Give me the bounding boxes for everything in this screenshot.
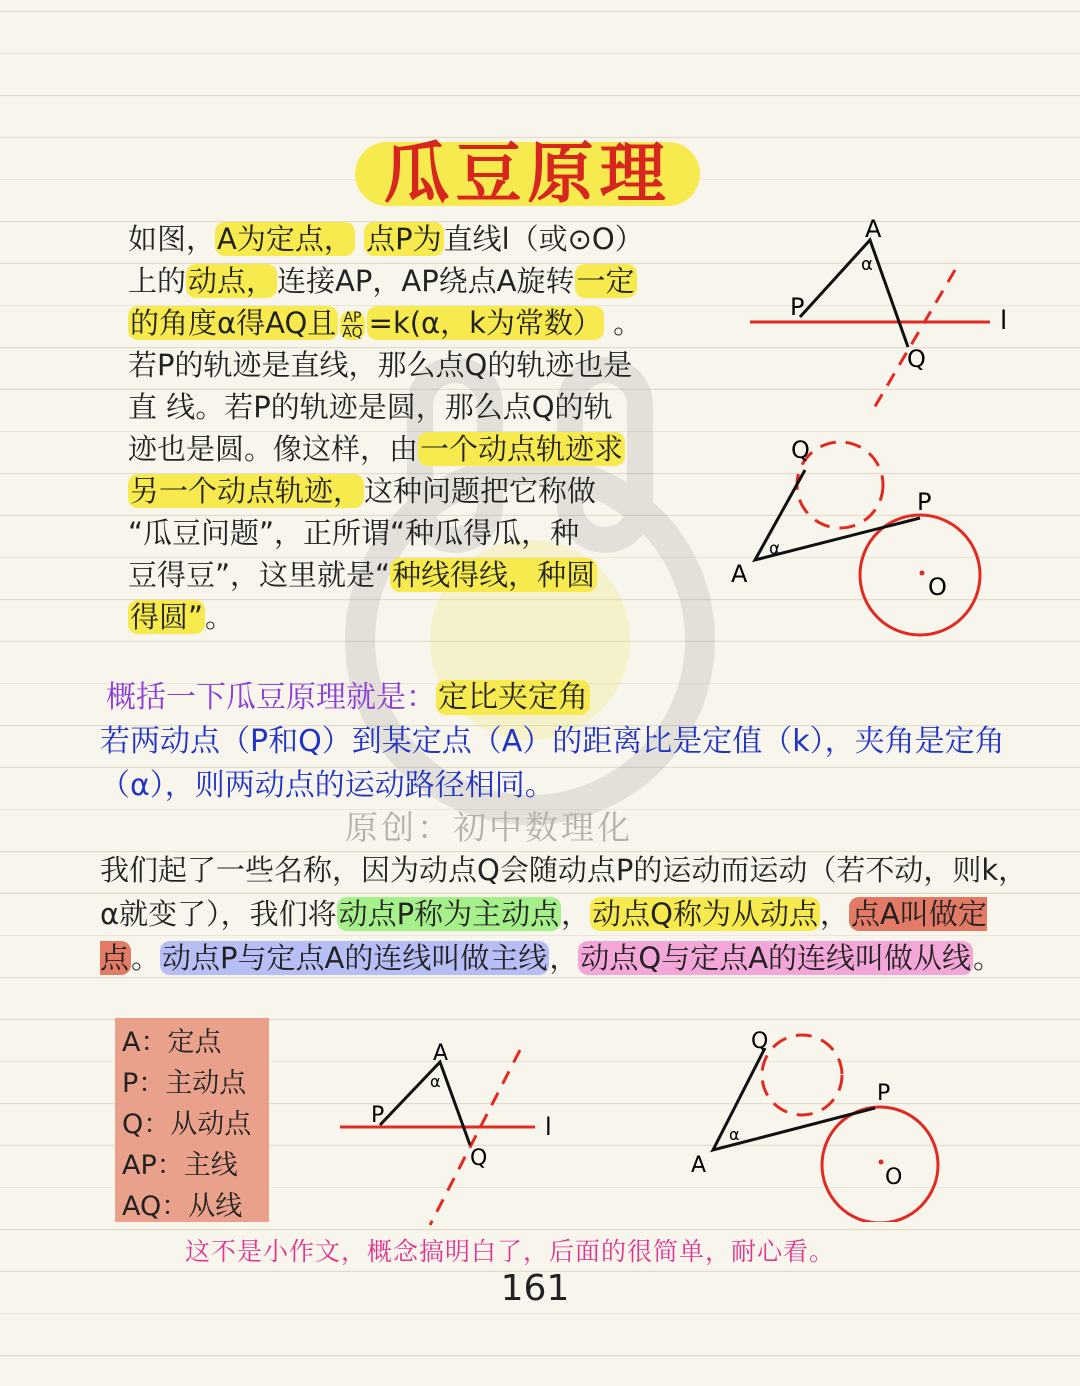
text-segment: 。 xyxy=(973,941,1003,975)
intro-line-5: 直 线。若P的轨迹是圆，那么点Q的轨 xyxy=(128,390,613,424)
fraction-numerator: AP xyxy=(343,309,362,326)
label-l: l xyxy=(545,1113,552,1141)
text-segment: ， xyxy=(561,897,591,931)
figure-line-trajectory-small xyxy=(335,1040,570,1230)
text-segment: 点A叫做定点 xyxy=(100,897,987,975)
q-circle-dashed xyxy=(797,442,883,528)
label-A: A xyxy=(731,560,748,588)
legend-item-aq: AQ：从线 xyxy=(122,1191,243,1222)
text-segment: 动点P与定点A的连线叫做主线 xyxy=(162,941,548,975)
ratio-fraction xyxy=(340,311,364,340)
summary-body: 若两动点（P和Q）到某定点（A）的距离比是定值（k），夹角是定角（α），则两动点的运动路径相同。 xyxy=(100,724,1005,803)
legend-item-q: Q：从动点 xyxy=(122,1109,252,1140)
text-segment: ， xyxy=(819,897,849,931)
text-segment: 一个动点轨迹求 xyxy=(420,432,624,466)
label-alpha: α xyxy=(430,1072,441,1091)
summary-lead-line xyxy=(106,676,1070,720)
page-title xyxy=(355,128,700,212)
text-segment: 动点， xyxy=(188,264,276,298)
text-segment: 。 xyxy=(131,941,161,975)
text-segment: 如图， xyxy=(128,222,216,256)
fraction-denominator: AQ xyxy=(342,324,363,341)
legend-list xyxy=(122,1022,272,1227)
legend-item-a: A：定点 xyxy=(122,1027,222,1058)
label-P: P xyxy=(917,488,932,516)
text-segment: 另一个动点轨迹， xyxy=(130,474,363,508)
label-P: P xyxy=(790,293,805,321)
text-segment: 迹也是圆。像这样，由 xyxy=(128,432,419,466)
text-segment: 我们起了一些名称，因为动点Q会随动点P的运动而运动（若不动，则k，α就变了），我们将 xyxy=(100,853,1028,931)
label-Q: Q xyxy=(470,1146,488,1171)
intro-line-3 xyxy=(128,302,718,344)
center-O xyxy=(920,571,925,576)
intro-line-3-formula: =k(α，k为常数） xyxy=(368,306,602,340)
label-Q: Q xyxy=(791,436,810,464)
label-Q: Q xyxy=(907,345,926,373)
text-segment: 种线得线，种圆 xyxy=(392,558,596,592)
label-A: A xyxy=(433,1041,449,1066)
p-circle xyxy=(860,515,980,635)
q-trajectory-dashed xyxy=(430,1050,520,1225)
title-text: 瓜豆原理 xyxy=(383,133,672,212)
text-segment: 上的 xyxy=(128,264,187,298)
label-O: O xyxy=(928,573,947,601)
label-A: A xyxy=(691,1153,707,1178)
summary-key-phrase: 定比夹定角 xyxy=(438,680,588,715)
intro-line-3-start: 的角度α得AQ且 xyxy=(130,306,337,340)
label-alpha: α xyxy=(729,1125,740,1144)
summary-section xyxy=(100,676,1070,808)
center-O xyxy=(879,1160,884,1165)
text-segment: A为定点， xyxy=(217,222,353,256)
q-circle-dashed xyxy=(762,1035,842,1115)
q-trajectory-dashed xyxy=(870,270,955,415)
credit-watermark: 原创：初中数理化 xyxy=(345,808,633,847)
text-segment: 直线l（或⊙O） xyxy=(443,222,644,256)
label-P: P xyxy=(371,1103,385,1128)
text-segment: 连接AP，AP绕点A旋转 xyxy=(277,264,575,298)
text-segment: 动点Q与定点A的连线叫做从线 xyxy=(580,941,972,975)
label-P: P xyxy=(877,1081,891,1106)
intro-line-3-end: 。 xyxy=(603,306,643,340)
label-A: A xyxy=(865,215,882,243)
text-segment: 得圆” xyxy=(130,600,204,634)
figure-circle-trajectory xyxy=(725,430,995,645)
text-segment: 豆得豆”，这里就是“ xyxy=(128,558,391,592)
triangle-apq xyxy=(380,1062,470,1145)
label-l: l xyxy=(1000,306,1008,336)
label-alpha: α xyxy=(861,254,873,275)
intro-line-2 xyxy=(128,260,718,302)
label-alpha: α xyxy=(769,539,781,559)
text-segment: 动点P称为主动点 xyxy=(338,897,560,931)
legend-item-ap: AP：主线 xyxy=(122,1150,238,1181)
text-segment xyxy=(355,222,364,256)
figure-circle-trajectory-small xyxy=(685,1022,950,1222)
label-Q: Q xyxy=(751,1029,769,1054)
summary-lead: 概括一下瓜豆原理就是： xyxy=(106,680,436,715)
text-segment: ， xyxy=(549,941,579,975)
intro-line-4: 若P的轨迹是直线，那么点Q的轨迹也是 xyxy=(128,348,633,382)
footer-note: 这不是小作文，概念搞明白了，后面的很简单，耐心看。 xyxy=(185,1237,836,1266)
label-O: O xyxy=(885,1165,903,1190)
intro-line-6 xyxy=(128,428,718,470)
text-segment: 这种问题把它称做 xyxy=(364,474,597,508)
legend-item-p: P：主动点 xyxy=(122,1068,247,1099)
text-segment: 点P为 xyxy=(366,222,442,256)
intro-line-8: “瓜豆问题”，正所谓“种瓜得瓜，种 xyxy=(128,516,580,550)
page-number: 161 xyxy=(500,1268,570,1309)
intro-line-10 xyxy=(128,596,718,638)
figure-line-trajectory xyxy=(745,215,1035,420)
p-circle xyxy=(822,1107,938,1222)
text-segment: 一定 xyxy=(576,264,635,298)
text-segment: 动点Q称为从动点 xyxy=(592,897,818,931)
triangle-apq xyxy=(800,240,908,347)
intro-line-7 xyxy=(128,470,718,512)
intro-paragraph xyxy=(128,218,718,638)
text-segment: 。 xyxy=(205,600,235,634)
intro-line-9 xyxy=(128,554,718,596)
naming-paragraph xyxy=(100,848,1045,980)
intro-line-1 xyxy=(128,218,718,260)
